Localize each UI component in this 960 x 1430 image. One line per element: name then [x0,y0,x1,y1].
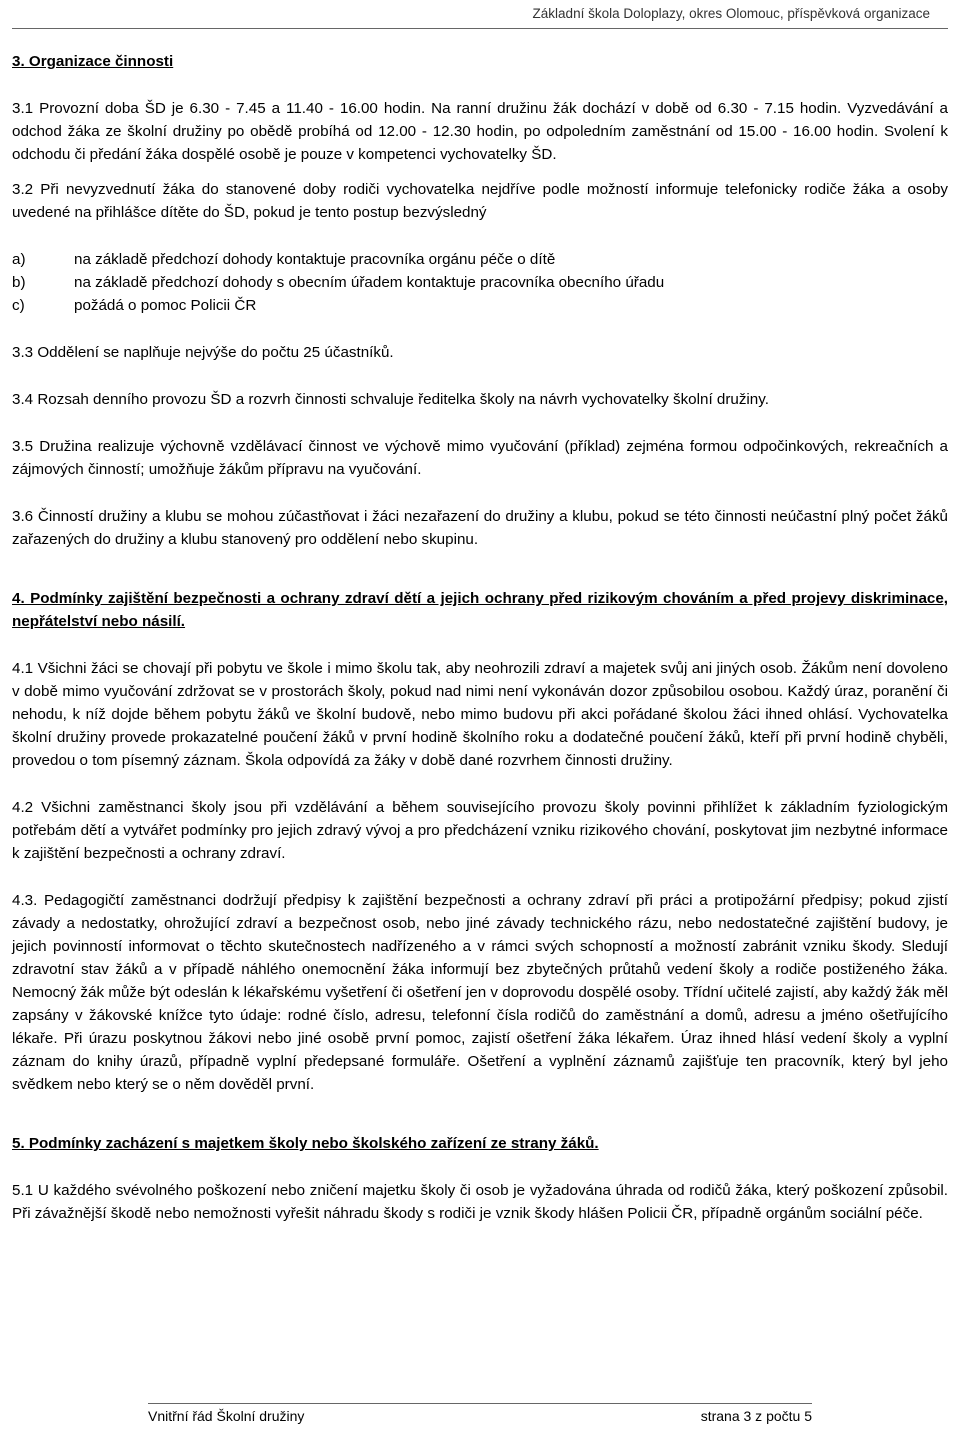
list-marker: b) [12,274,26,291]
paragraph-4-3: 4.3. Pedagogičtí zaměstnanci dodržují předpisy k zajištění bezpečnosti a ochrany zdraví při práci a protipožární předpisy; pokud zjistí závady a nedostatky, ohrožující zdraví a bezpečnost osob, nebo jiné závady technického rázu, nebo nedostatečné zajištění budovy, je jejich povinností informovat o těchto skutečnostech nadřízeného a v rámci svých schopností a možností zabránit vzniku škody. Sledují zdravotní stav žáků a v případě náhlého onemocnění žáka informují bez zbytečných průtahů vedení školy a rodiče postiženého žáka. Nemocný žák může být odeslán k lékařskému vyšetření či ošetření jen v doprovodu dospělé osoby. Třídní učitelé zajistí, aby každý žák měl zapsány v žákovské knížce tyto údaje: rodné číslo, adresu, telefonní čísla rodičů do zaměstnání a domů, adresu a jméno ošetřujícího lékaře. Při úrazu poskytnou žákovi nebo jiné osobě první pomoc, zajistí ošetření žáka lékařem. Úraz ihned hlásí vedení školy a vyplní záznam do knihy úrazů, případně vyplní předepsané formuláře. Ošetření a vyplnění záznamů zajišťuje ten pracovník, který byl jeho svědkem nebo který se o něm dověděl první. [12,892,948,1093]
footer-rule [148,1403,812,1404]
paragraph-4-1: 4.1 Všichni žáci se chovají při pobytu ve škole i mimo školu tak, aby neohrozili zdraví a majetek svůj ani jiných osob. Žákům není dovoleno v době mimo vyučování zdržovat se v prostorách školy, pokud nad nimi není vykonáván dozor způsobilou osobou. Každý úraz, poranění či nehodu, k níž dojde během pobytu žáků ve školní budově, nebo mimo budovu při akci pořádané školou žáci ihned ohlásí. Vychovatelka školní družiny provede prokazatelné poučení žáků v první hodině školního roku a dodatečné poučení žáků, kteří při první hodině chyběli, provedou o tom písemný záznam. Škola odpovídá za žáky v době dané rozvrhem činnosti družiny. [12,660,948,769]
paragraph-3-6: 3.6 Činností družiny a klubu se mohou zúčastňovat i žáci nezařazení do družiny a klubu, pokud se této činnosti neúčastní plný počet žáků zařazených do družiny a klubu stanovený pro oddělení nebo skupinu. [12,508,948,548]
paragraph-3-3: 3.3 Oddělení se naplňuje nejvýše do počtu 25 účastníků. [12,344,394,361]
footer-document-title: Vnitřní řád Školní družiny [148,1408,305,1424]
page-header: Základní škola Doloplazy, okres Olomouc, příspěvková organizace [532,6,930,21]
section-4-title: 4. Podmínky zajištění bezpečnosti a ochrany zdraví dětí a jejich ochrany před rizikovým chováním a před projevy diskriminace, nepřátelství nebo násilí. [12,590,948,630]
footer-page-number: strana 3 z počtu 5 [700,1408,812,1424]
section-5-title: 5. Podmínky zacházení s majetkem školy nebo školského zařízení ze strany žáků. [12,1135,599,1152]
list-text: na základě předchozí dohody kontaktuje pracovníka orgánu péče o dítě [74,251,556,268]
paragraph-4-2: 4.2 Všichni zaměstnanci školy jsou při vzdělávání a během souvisejícího provozu školy povinni přihlížet k základním fyziologickým potřebám dětí a vytvářet podmínky pro jejich zdravý vývoj a pro předcházení vzniku rizikového chování, poskytovat jim nezbytné informace k zajištění bezpečnosti a ochrany zdraví. [12,799,948,862]
paragraph-3-1: 3.1 Provozní doba ŠD je 6.30 - 7.45 a 11.40 - 16.00 hodin. Na ranní družinu žák dochází v době od 6.30 - 7.15 hodin. Vyzvedávání a odchod žáka ze školní družiny po obědě probíhá od 12.00 - 12.30 hodin, po odpoledním zaměstnání od 15.00 - 16.00 hodin. Svolení k odchodu či předání žáka dospělé osobě je pouze v kompetenci vychovatelky ŠD. [12,100,948,163]
list-text: požádá o pomoc Policii ČR [74,297,257,314]
section-3-title: 3. Organizace činnosti [12,53,174,70]
list-text: na základě předchozí dohody s obecním úřadem kontaktuje pracovníka obecního úřadu [74,274,665,291]
paragraph-3-4: 3.4 Rozsah denního provozu ŠD a rozvrh činnosti schvaluje ředitelka školy na návrh vychovatelky školní družiny. [12,391,769,408]
paragraph-3-2: 3.2 Při nevyzvednutí žáka do stanovené doby rodiči vychovatelka nejdříve podle možností informuje telefonicky rodiče žáka a osoby uvedené na přihlášce dítěte do ŠD, pokud je tento postup bezvýsledný [12,181,948,221]
list-item [12,248,948,271]
page-footer [148,1408,812,1424]
paragraph-5-1: 5.1 U každého svévolného poškození nebo zničení majetku školy či osob je vyžadována úhrada od rodičů žáka, který poškození způsobil. Při závažnější škodě nebo nemožnosti vyřešit náhradu škody s rodiči je vznik škody hlášen Policii ČR, případně orgánům sociální péče. [12,1182,948,1222]
contact-procedure-list [12,248,948,317]
list-item [12,271,948,294]
list-marker: a) [12,251,26,268]
list-marker: c) [12,297,25,314]
document-body [12,50,948,1225]
list-item [12,294,948,317]
header-rule [12,28,948,29]
paragraph-3-5: 3.5 Družina realizuje výchovně vzdělávací činnost ve výchově mimo vyučování (příklad) zejména formou odpočinkových, rekreačních a zájmových činností; umožňuje žákům přípravu na vyučování. [12,438,948,478]
